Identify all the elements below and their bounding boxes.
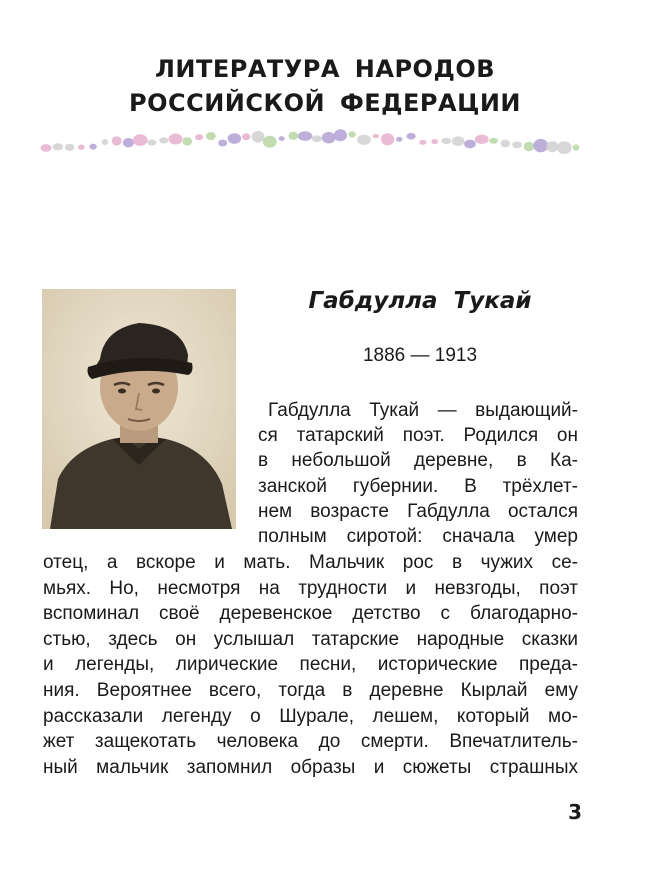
decorative-dot [148, 139, 157, 145]
decorative-dot [373, 134, 379, 138]
decorative-dot [195, 134, 203, 140]
decorative-dot [112, 136, 122, 145]
decorative-dot [89, 144, 96, 150]
text-line: ся татарский поэт. Родился он [258, 425, 578, 446]
decorative-dot [312, 135, 322, 142]
text-line: Габдулла Тукай — выдающий- [268, 400, 578, 421]
decorative-dot [169, 134, 183, 145]
decorative-dot [431, 139, 438, 144]
decorative-dot [349, 131, 356, 137]
decorative-dot [65, 144, 75, 151]
decorative-dot [78, 145, 85, 150]
author-portrait [42, 289, 236, 529]
decorative-dot [102, 139, 108, 145]
decorative-dot [396, 137, 402, 142]
decorative-dot [357, 135, 371, 145]
text-line: в небольшой деревне, в Ка- [258, 450, 578, 471]
author-name: Габдулла Тукай [308, 288, 532, 314]
page-number: 3 [568, 800, 582, 824]
decorative-dot [206, 132, 216, 140]
decorative-dot [512, 141, 522, 148]
decorative-dot [289, 132, 299, 140]
decorative-dot [228, 133, 242, 144]
decorative-dot [183, 137, 193, 145]
text-line: занской губернии. В трёхлет- [258, 476, 578, 497]
decorative-dot [252, 131, 265, 143]
decorative-dot [419, 140, 426, 145]
decorative-dot [133, 134, 148, 146]
chapter-title-line-2: РОССИЙСКОЙ ФЕДЕРАЦИИ [128, 89, 522, 117]
decorative-dots-divider [40, 124, 582, 160]
decorative-dot [322, 132, 336, 143]
text-line: отец, а вскоре и мать. Мальчик рос в чужих се- [43, 552, 578, 573]
decorative-dot [159, 137, 168, 143]
text-line: нем возрасте Габдулла остался [258, 501, 578, 522]
decorative-dot [263, 136, 277, 148]
decorative-dot [546, 141, 558, 152]
text-line: рассказали легенду о Шурале, лешем, который мо- [43, 706, 578, 727]
decorative-dot [53, 143, 64, 150]
text-line: мьях. Но, несмотря на трудности и невзгоды, поэт [43, 578, 578, 599]
decorative-dot [442, 138, 452, 144]
decorative-dot [298, 131, 313, 141]
decorative-dot [242, 133, 250, 140]
text-line: полным сиротой: сначала умер [258, 526, 578, 547]
chapter-header [0, 52, 650, 120]
text-line: ный мальчик запомнил образы и сюжеты страшных [43, 757, 578, 778]
decorative-dot [407, 133, 416, 140]
decorative-dot [41, 144, 52, 152]
decorative-dot [475, 135, 489, 144]
text-line: стью, здесь он услышал татарские народные сказки [43, 629, 578, 650]
author-years: 1886 — 1913 [362, 345, 478, 366]
decorative-dot [573, 144, 580, 150]
text-line: вспоминал своё деревенское детство с благодарно- [43, 603, 578, 624]
decorative-dot [524, 142, 534, 152]
decorative-dot [279, 136, 285, 141]
decorative-dot [381, 133, 394, 145]
decorative-dot [452, 136, 465, 146]
text-line: жет защекотать человека до смерти. Впечатлитель- [43, 731, 578, 752]
text-line: и легенды, лирические песни, исторические преда- [43, 654, 578, 675]
decorative-dot [218, 140, 227, 147]
text-line: ния. Вероятнее всего, тогда в деревне Кырлай ему [43, 680, 578, 701]
decorative-dot [557, 141, 572, 154]
decorative-dot [123, 138, 134, 147]
decorative-dot [501, 140, 510, 148]
decorative-dot [464, 140, 476, 149]
decorative-dot [489, 138, 498, 144]
decorative-dot [334, 129, 347, 141]
decorative-dot [533, 139, 548, 152]
chapter-title-line-1: ЛИТЕРАТУРА НАРОДОВ [154, 55, 496, 83]
